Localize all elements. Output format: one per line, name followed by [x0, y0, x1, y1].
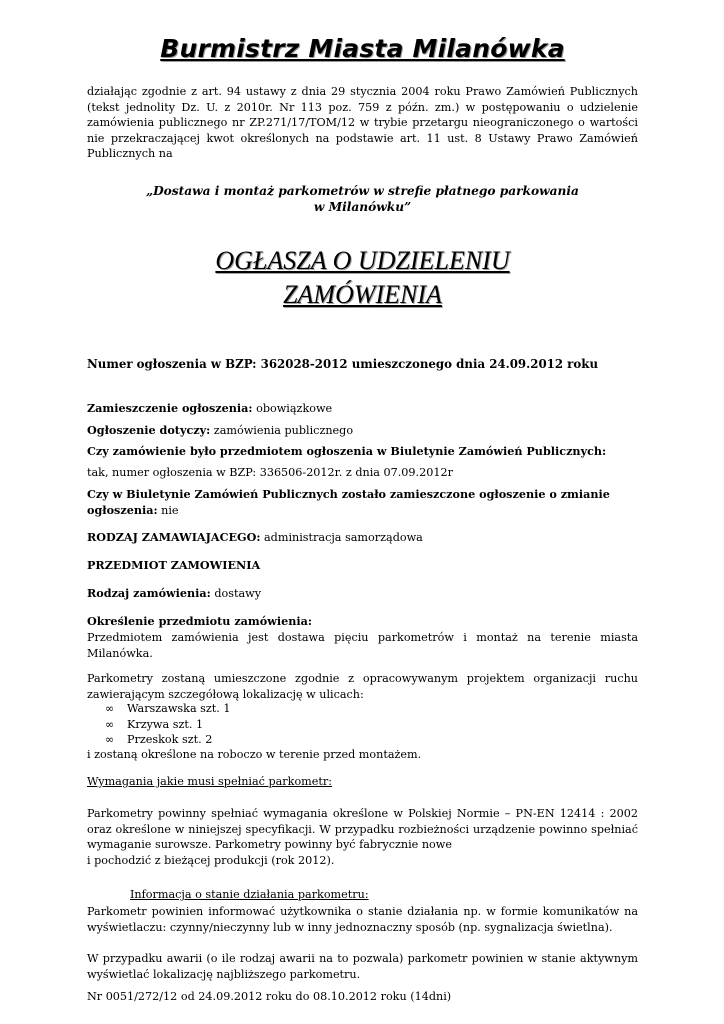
- notice-footer: Nr 0051/272/12 od 24.09.2012 roku do 08.10.2012 roku (14dni): [87, 990, 452, 1003]
- announcement-heading: [87, 244, 638, 312]
- order-kind-label: Rodzaj zamówienia:: [87, 586, 211, 600]
- change-answer: nie: [157, 503, 179, 517]
- bullet-icon: ∞: [105, 702, 115, 715]
- document-title: Burmistrz Miasta Milanówka: [160, 34, 565, 63]
- list-item: [105, 701, 605, 717]
- field-contracting-type: [87, 530, 638, 546]
- field-order-kind: [87, 586, 638, 602]
- announcement-line-2: ZAMÓWIENIA: [283, 280, 442, 309]
- field-change-notice: [87, 487, 638, 518]
- streets-list: [105, 701, 605, 748]
- intro-paragraph: działając zgodnie z art. 94 ustawy z dnia 29 stycznia 2004 roku Prawo Zamówień Publicznych (tekst jednolity Dz. U. z 2010r. Nr 113 poz. 759 z późn. zm.) w postępowaniu o udzielenie zamówienia publicznego nr ZP.271/17/TOM/12 w trybie przetargu nieograniczonego o wartości nie przekraczającej kwot określonych na podstawie art. 11 ust. 8 Ustawy Prawo Zamówień Publicznych na: [87, 85, 638, 161]
- field-concerns: [87, 423, 638, 439]
- procurement-subject: [87, 183, 638, 215]
- concerns-label: Ogłoszenie dotyczy:: [87, 423, 211, 437]
- streets-intro: Parkometry zostaną umieszczone zgodnie z opracowywanym projektem organizacji ruchu zawierającym szczegółową lokalizację w ulicach:: [87, 672, 638, 701]
- street-name: Krzywa szt. 1: [127, 717, 204, 731]
- streets-outro: i zostaną określone na roboczo w terenie przed montażem.: [87, 748, 422, 761]
- list-item: [105, 732, 605, 748]
- subject-line-1: „Dostawa i montaż parkometrów w strefie płatnego parkowania: [146, 184, 579, 198]
- street-name: Przeskok szt. 2: [127, 733, 213, 746]
- requirements-heading: Wymagania jakie musi spełniać parkometr:: [87, 775, 333, 788]
- bullet-icon: ∞: [105, 733, 115, 746]
- placement-label: Zamieszczenie ogłoszenia:: [87, 401, 253, 415]
- subject-line-2: w Milanówku”: [313, 200, 412, 214]
- status-text: Parkometr powinien informować użytkownika o stanie działania np. w formie komunikatów na wyświetlaczu: czynny/nieczynny lub w inny jednoznaczny sposób (np. sygnalizacja świetlna).: [87, 905, 638, 934]
- requirements-text-2: i pochodzić z bieżącej produkcji (rok 2012).: [87, 854, 335, 867]
- concerns-value: zamówienia publicznego: [210, 424, 354, 437]
- definition-label: Określenie przedmiotu zamówienia:: [87, 614, 312, 628]
- definition-text: Przedmiotem zamówienia jest dostawa pięciu parkometrów i montaż na terenie miasta Milanówka.: [87, 631, 638, 660]
- failure-text: W przypadku awarii (o ile rodzaj awarii na to pozwala) parkometr powinien w stanie aktywnym wyświetlać lokalizację najbliższego parkometru.: [87, 952, 638, 981]
- street-name: Warszawska szt. 1: [127, 702, 231, 715]
- bzp-question: Czy zamówienie było przedmiotem ogłoszenia w Biuletynie Zamówień Publicznych:: [87, 444, 607, 458]
- bzp-notice-number: Numer ogłoszenia w BZP: 362028-2012 umieszczonego dnia 24.09.2012 roku: [87, 357, 599, 371]
- placement-value: obowiązkowe: [252, 402, 333, 415]
- order-kind-value: dostawy: [210, 587, 262, 600]
- field-placement: [87, 401, 638, 417]
- bzp-answer: tak, numer ogłoszenia w BZP: 336506-2012r. z dnia 07.09.2012r: [87, 466, 453, 479]
- change-question: Czy w Biuletynie Zamówień Publicznych zostało zamieszczone ogłoszenie o zmianie ogłoszenia:: [87, 487, 610, 517]
- list-item: [105, 717, 605, 733]
- contracting-type-value: administracja samorządowa: [260, 531, 423, 544]
- bullet-icon: ∞: [105, 717, 115, 731]
- contracting-type-label: RODZAJ ZAMAWIAJACEGO:: [87, 530, 261, 544]
- requirements-text: Parkometry powinny spełniać wymagania określone w Polskiej Normie – PN-EN 12414 : 2002 oraz określone w niniejszej specyfikacji. W przypadku rozbieżności urządzenie powinno spełniać wymaganie surowsze. Parkometry powinny być fabrycznie nowe: [87, 807, 638, 852]
- announcement-line-1: OGŁASZA O UDZIELENIU: [215, 246, 510, 275]
- subject-heading: PRZEDMIOT ZAMOWIENIA: [87, 558, 261, 572]
- status-heading: Informacja o stanie działania parkometru:: [130, 888, 369, 901]
